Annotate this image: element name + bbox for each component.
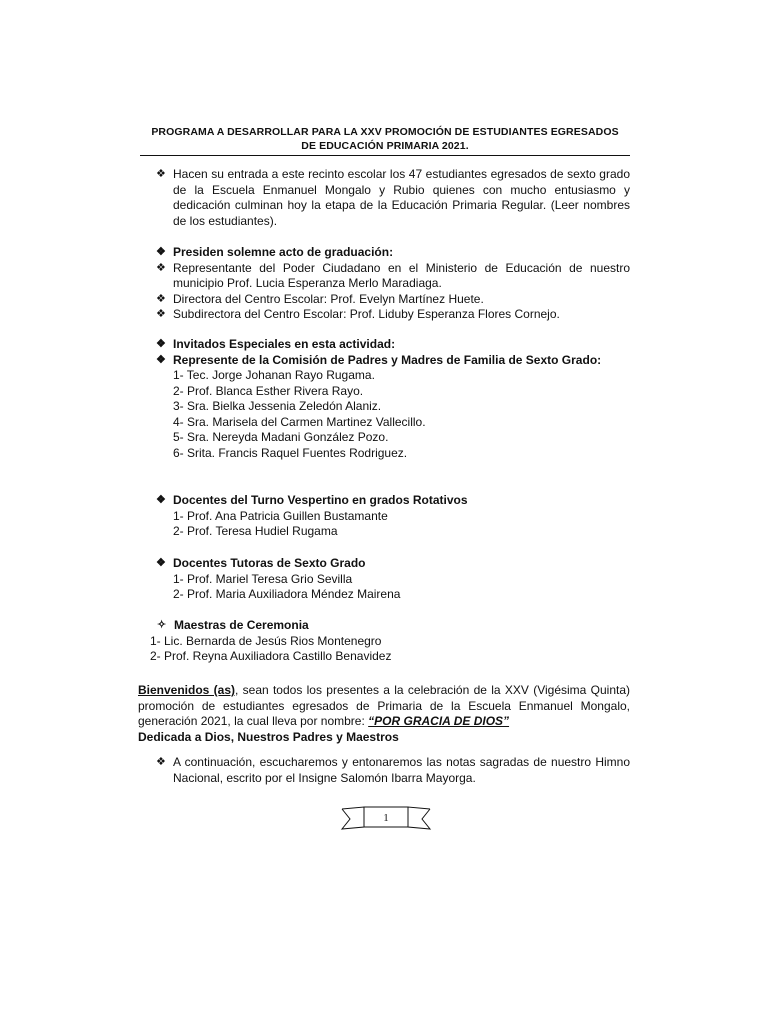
list-item [155, 307, 630, 323]
numbered-item: 1- Tec. Jorge Johanan Rayo Rugama. [173, 368, 375, 382]
numbered-item: 1- Lic. Bernarda de Jesús Rios Montenegro [150, 633, 382, 648]
diamond-bullet-icon: ❖ [156, 246, 166, 258]
himno-text: A continuación, escucharemos y entonaremos las notas sagradas de nuestro Himno Nacional, escrito por el Insigne Salomón Ibarra Mayorga. [173, 755, 630, 785]
numbered-item: 3- Sra. Bielka Jessenia Zeledón Alaniz. [173, 399, 382, 413]
numbered-item: 2- Prof. Reyna Auxiliadora Castillo Benavidez [150, 649, 392, 663]
numbered-item: 1- Prof. Mariel Teresa Grio Sevilla [173, 571, 353, 586]
diamond-bullet-icon: ❖ [156, 261, 166, 274]
diamond-bullet-icon: ❖ [156, 308, 166, 320]
list-item-text: Directora del Centro Escolar: Prof. Evelyn Martínez Huete. [173, 291, 484, 306]
numbered-item: 6- Srita. Francis Raquel Fuentes Rodriguez. [173, 445, 408, 460]
list-item [155, 261, 630, 292]
diamond-bullet-icon: ❖ [156, 557, 166, 569]
tutoras-section [155, 556, 630, 603]
diamond-bullet-icon: ❖ [156, 353, 166, 366]
title-line-1: PROGRAMA A DESARROLLAR PARA LA XXV PROMOCIÓN DE ESTUDIANTES EGRESADOS [151, 126, 619, 138]
invitados-section [155, 337, 630, 461]
invitados-heading [155, 337, 630, 353]
diamond-bullet-icon: ❖ [156, 292, 166, 305]
title-underline [140, 155, 630, 156]
ceremonia-section [150, 618, 625, 665]
diamond-outline-bullet-icon: ✧ [157, 619, 167, 631]
himno-item [155, 755, 630, 786]
bienvenida-text: , sean todos los presentes a la celebración de la XXV (Vigésima Quinta) promoción de estudiantes egresados de Primaria de la Escuela Enmanuel Mongalo, generación 2021, la cual lleva por nombre: [138, 683, 630, 728]
numbered-item: 2- Prof. Teresa Hudiel Rugama [173, 524, 338, 538]
himno-section [155, 755, 630, 786]
dedication: Dedicada a Dios, Nuestros Padres y Maestros [138, 729, 399, 744]
tutoras-heading-text: Docentes Tutoras de Sexto Grado [173, 556, 366, 570]
invitados-sub-heading [155, 353, 630, 369]
intro-item [155, 167, 630, 229]
document-title [140, 125, 630, 153]
ceremonia-heading-text: Maestras de Ceremonia [174, 618, 309, 632]
invitados-sub-heading-text: Represente de la Comisión de Padres y Madres de Familia de Sexto Grado: [173, 352, 602, 367]
tutoras-heading [155, 556, 630, 572]
title-line-2: DE EDUCACIÓN PRIMARIA 2021. [301, 140, 469, 152]
numbered-item: 4- Sra. Marisela del Carmen Martinez Vallecillo. [173, 414, 426, 429]
numbered-item: 5- Sra. Nereyda Madani González Pozo. [173, 430, 389, 444]
invitados-heading-text: Invitados Especiales en esta actividad: [173, 337, 396, 351]
numbered-item: 2- Prof. Blanca Esther Rivera Rayo. [173, 383, 364, 398]
diamond-bullet-icon: ❖ [156, 494, 166, 506]
intro-section [155, 167, 630, 229]
numbered-item: 2- Prof. Maria Auxiliadora Méndez Mairena [173, 587, 401, 601]
list-item-text: Representante del Poder Ciudadano en el Ministerio de Educación de nuestro municipio Prof. Lucia Esperanza Merlo Maradiaga. [173, 260, 630, 290]
list-item [155, 292, 630, 308]
motto: “POR GRACIA DE DIOS” [368, 714, 510, 728]
diamond-bullet-icon: ❖ [156, 168, 166, 180]
page-number-ribbon [338, 803, 434, 833]
vespertino-heading-text: Docentes del Turno Vespertino en grados Rotativos [173, 493, 468, 507]
ceremonia-heading [156, 618, 625, 634]
presiden-section [155, 245, 630, 323]
presiden-heading-text: Presiden solemne acto de graduación: [173, 245, 394, 259]
diamond-bullet-icon: ❖ [156, 338, 166, 350]
intro-text: Hacen su entrada a este recinto escolar los 47 estudiantes egresados de sexto grado de la Escuela Enmanuel Mongalo y Rubio quienes con mucho entusiasmo y dedicación culminan hoy la etapa de la Educación Primaria Regular. (Leer nombres de los estudiantes). [173, 167, 630, 228]
page-number: 1 [383, 812, 389, 824]
numbered-item: 1- Prof. Ana Patricia Guillen Bustamante [173, 508, 388, 523]
vespertino-heading [155, 493, 630, 509]
presiden-heading [155, 245, 630, 261]
bienvenida-paragraph [138, 683, 630, 745]
diamond-bullet-icon: ❖ [156, 756, 166, 768]
vespertino-section [155, 493, 630, 540]
bienvenidos-lead: Bienvenidos (as) [138, 683, 235, 697]
list-item-text: Subdirectora del Centro Escolar: Prof. Liduby Esperanza Flores Cornejo. [173, 307, 560, 321]
